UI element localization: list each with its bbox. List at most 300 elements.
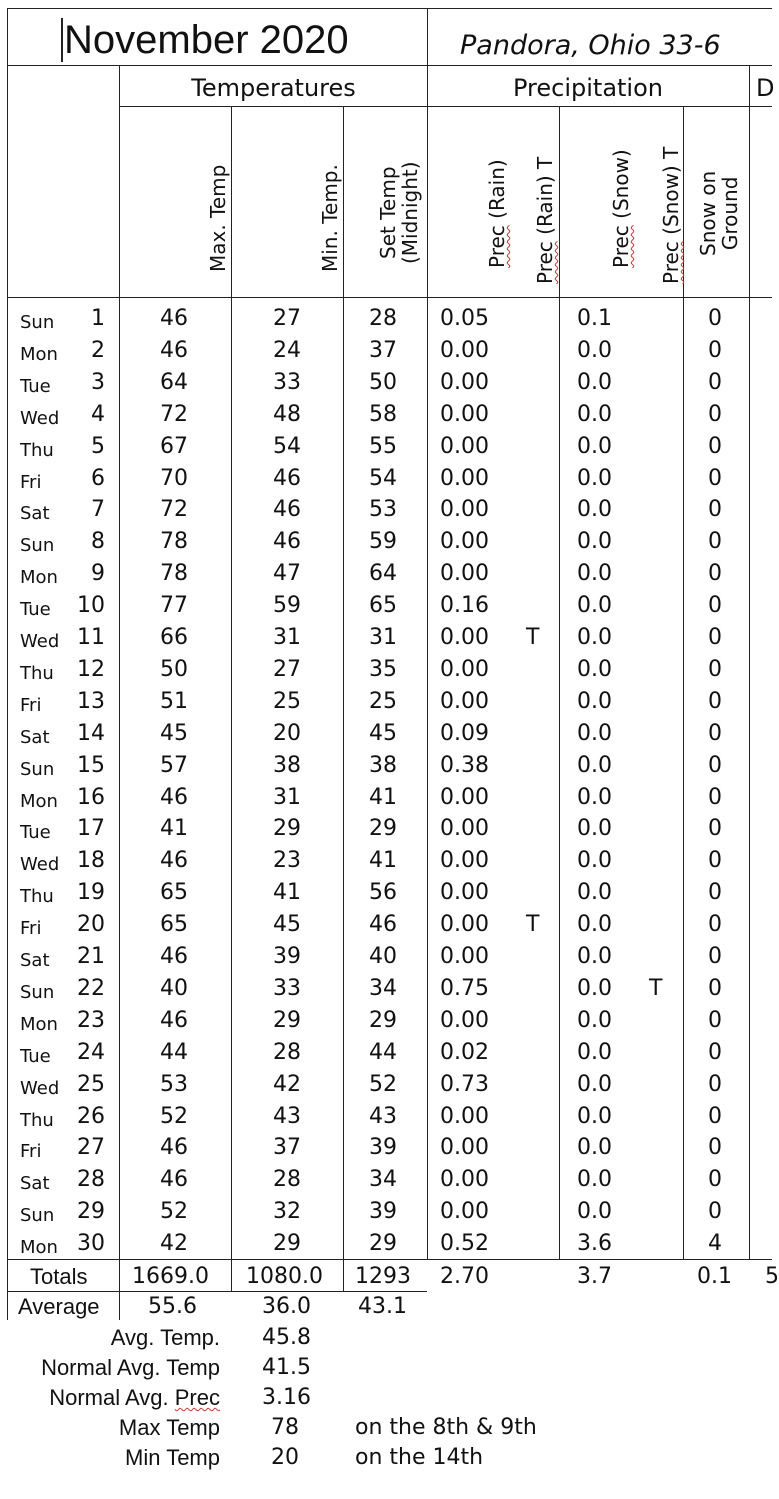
cell-dow: Sun [20,1205,55,1227]
table-row [0,1069,772,1101]
cell-snow: 0.0 [577,1199,612,1225]
cell-max: 46 [160,306,188,331]
cell-rain: 0.00 [440,1007,489,1033]
cell-max: 41 [160,816,188,842]
cell-dow: Sat [20,1173,50,1195]
cell-max: 57 [160,752,188,778]
avg-temp-label: Avg. Temp. [110,1325,220,1350]
cell-max: 78 [160,561,188,587]
table-row [0,622,772,654]
cell-max: 72 [160,401,188,427]
normal-avg-prec-label: Normal Avg. Prec [49,1385,220,1410]
totals-rain: 2.70 [440,1264,489,1289]
station-name: Pandora, Ohio 33-6 [460,30,721,61]
cell-min: 43 [273,1103,301,1129]
cell-day: 26 [77,1103,105,1129]
avg-temp-value: 45.8 [262,1325,311,1350]
cell-rain: 0.00 [440,656,489,682]
cell-max: 53 [160,1071,188,1097]
cell-snow: 0.0 [577,1071,612,1097]
cell-day: 22 [77,975,105,1001]
group-next: D [756,74,775,102]
cell-dow: Mon [20,1237,58,1259]
cell-set: 56 [369,880,397,906]
group-temperatures: Temperatures [191,74,356,102]
cell-rain: 0.00 [440,561,489,587]
cell-max: 46 [160,1167,188,1193]
cell-dow: Sun [20,312,55,333]
cell-rain: 0.00 [440,625,489,650]
cell-set: 58 [369,401,397,427]
cell-rain: 0.05 [440,306,489,331]
cell-dow: Fri [20,471,42,493]
cell-ground: 0 [708,401,722,427]
cell-rain-t: T [526,912,540,938]
cell-min: 28 [273,1167,301,1193]
cell-min: 59 [273,593,301,619]
page-title: November 2020 [64,18,349,62]
cell-dow: Tue [20,1045,51,1067]
cell-set: 46 [369,912,397,938]
cell-snow: 0.0 [577,369,612,395]
max-temp-value: 78 [271,1415,299,1440]
cell-rain: 0.00 [440,433,489,459]
cell-set: 50 [369,369,397,395]
cell-rain: 0.00 [440,465,489,491]
cell-ground: 0 [708,433,722,459]
cell-min: 27 [273,306,301,331]
cell-max: 42 [160,1231,188,1257]
cell-set: 25 [369,688,397,714]
cell-snow: 0.0 [577,529,612,555]
cell-dow: Mon [20,1013,58,1035]
cell-min: 20 [273,720,301,746]
cell-set: 38 [369,752,397,778]
cell-set: 41 [369,784,397,810]
cell-min: 25 [273,688,301,714]
cell-rain: 0.16 [440,593,489,619]
table-row [0,335,772,367]
cell-snow: 0.0 [577,561,612,587]
cell-dow: Mon [20,567,58,589]
table-row [0,686,772,718]
cell-set: 59 [369,529,397,555]
cell-day: 7 [91,497,105,523]
cell-dow: Thu [20,1109,54,1131]
table-row [0,303,772,335]
normal-avg-temp-label: Normal Avg. Temp [41,1355,220,1380]
cell-snow: 0.0 [577,688,612,714]
col-header-prec-rain: Prec (Rain) [485,159,509,268]
cell-dow: Sun [20,535,55,557]
cell-min: 33 [273,975,301,1001]
totals-min: 1080.0 [246,1264,323,1289]
table-row [0,654,772,686]
cell-snow: 0.0 [577,880,612,906]
cell-min: 28 [273,1039,301,1065]
totals-ground: 0.1 [697,1264,732,1289]
cell-max: 52 [160,1103,188,1129]
cell-day: 9 [91,561,105,587]
average-set: 43.1 [358,1294,407,1319]
cell-ground: 0 [708,848,722,874]
table-row [0,1005,772,1037]
cell-rain: 0.00 [440,401,489,427]
cell-ground: 0 [708,1071,722,1097]
table-row [0,431,772,463]
col-header-min-temp: Min. Temp. [318,164,342,272]
cell-dow: Wed [20,854,60,876]
cell-max: 46 [160,1007,188,1033]
average-label: Average [18,1294,100,1319]
cell-max: 67 [160,433,188,459]
average-min: 36.0 [262,1294,311,1319]
cell-day: 14 [77,720,105,746]
cell-min: 39 [273,944,301,969]
table-row [0,526,772,558]
cell-dow: Sun [20,758,55,780]
cell-snow: 0.0 [577,1135,612,1161]
cell-ground: 0 [708,1199,722,1225]
cell-snow: 0.0 [577,816,612,842]
cell-day: 1 [91,306,105,331]
cell-max: 72 [160,497,188,523]
cell-max: 46 [160,1135,188,1161]
cell-ground: 0 [708,306,722,331]
totals-next: 5 [765,1264,779,1289]
cell-ground: 0 [708,1135,722,1161]
cell-max: 64 [160,369,188,395]
cell-set: 39 [369,1199,397,1225]
totals-max: 1669.0 [132,1264,209,1289]
cell-day: 28 [77,1167,105,1193]
cell-rain-t: T [526,625,540,650]
cell-min: 23 [273,848,301,874]
min-temp-label: Min Temp [125,1445,220,1470]
cell-snow: 0.0 [577,784,612,810]
title-left-border [7,8,8,66]
col-header-prec-snow: Prec (Snow) [609,149,633,268]
cell-min: 46 [273,465,301,491]
cell-set: 37 [369,337,397,363]
cell-ground: 0 [708,497,722,523]
cell-max: 65 [160,912,188,938]
cell-day: 21 [77,944,105,969]
cell-snow: 0.0 [577,593,612,619]
cell-dow: Wed [20,631,60,652]
top-border [7,8,772,9]
cell-snow: 3.6 [577,1231,612,1257]
cell-set: 28 [369,306,397,331]
cell-snow: 0.0 [577,975,612,1001]
cell-dow: Sat [20,726,50,748]
cell-ground: 0 [708,1039,722,1065]
cell-snow: 0.0 [577,720,612,746]
cell-max: 46 [160,944,188,969]
cell-snow: 0.0 [577,944,612,969]
cell-set: 44 [369,1039,397,1065]
cell-day: 3 [91,369,105,395]
cell-min: 32 [273,1199,301,1225]
col-header-max-temp: Max. Temp [206,164,230,272]
cell-rain: 0.00 [440,912,489,938]
cell-snow: 0.0 [577,401,612,427]
cell-snow: 0.0 [577,433,612,459]
cell-set: 34 [369,1167,397,1193]
cell-ground: 0 [708,720,722,746]
group-bottom-border [119,106,772,107]
title-bottom-border [7,65,772,66]
cell-ground: 0 [708,656,722,682]
cell-max: 50 [160,656,188,682]
cell-set: 34 [369,975,397,1001]
table-row [0,877,772,909]
cell-day: 30 [77,1231,105,1257]
title-cursor [61,18,63,62]
cell-rain: 0.09 [440,720,489,746]
cell-min: 33 [273,369,301,395]
cell-day: 5 [91,433,105,459]
cell-max: 52 [160,1199,188,1225]
table-row [0,463,772,495]
cell-min: 27 [273,656,301,682]
cell-ground: 0 [708,465,722,491]
cell-min: 42 [273,1071,301,1097]
cell-day: 12 [77,656,105,682]
cell-day: 13 [77,688,105,714]
cell-day: 25 [77,1071,105,1097]
cell-day: 17 [77,816,105,842]
cell-set: 45 [369,720,397,746]
normal-avg-prec-value: 3.16 [262,1385,311,1410]
cell-day: 10 [77,593,105,619]
cell-rain: 0.00 [440,848,489,874]
cell-rain: 0.00 [440,1167,489,1193]
cell-set: 39 [369,1135,397,1161]
table-row [0,1196,772,1228]
cell-snow-t: T [649,975,663,1001]
cell-snow: 0.0 [577,656,612,682]
totals-label: Totals [30,1264,88,1289]
cell-rain: 0.52 [440,1231,489,1257]
cell-set: 65 [369,593,397,619]
cell-min: 41 [273,880,301,906]
cell-snow: 0.0 [577,497,612,523]
cell-rain: 0.00 [440,1103,489,1129]
cell-max: 51 [160,688,188,714]
cell-snow: 0.0 [577,912,612,938]
cell-rain: 0.00 [440,880,489,906]
cell-day: 6 [91,465,105,491]
cell-ground: 0 [708,561,722,587]
table-row [0,909,772,941]
cell-min: 47 [273,561,301,587]
cell-day: 16 [77,784,105,810]
cell-rain: 0.00 [440,1199,489,1225]
cell-min: 31 [273,784,301,810]
cell-rain: 0.73 [440,1071,489,1097]
cell-dow: Wed [20,1077,60,1099]
cell-set: 29 [369,1007,397,1033]
table-row [0,367,772,399]
table-row [0,558,772,590]
cell-ground: 0 [708,1103,722,1129]
cell-set: 64 [369,561,397,587]
table-row [0,399,772,431]
cell-ground: 0 [708,1007,722,1033]
cell-min: 48 [273,401,301,427]
min-temp-note: on the 14th [355,1445,484,1470]
cell-day: 27 [77,1135,105,1161]
max-temp-label: Max Temp [118,1415,220,1440]
cell-ground: 0 [708,1167,722,1193]
cell-snow: 0.0 [577,337,612,363]
average-max: 55.6 [148,1294,197,1319]
cell-day: 4 [91,401,105,427]
cell-day: 19 [77,880,105,906]
table-row [0,1228,772,1260]
cell-min: 46 [273,529,301,555]
cell-day: 15 [77,752,105,778]
cell-min: 29 [273,1231,301,1257]
cell-min: 46 [273,497,301,523]
cell-day: 24 [77,1039,105,1065]
cell-ground: 0 [708,529,722,555]
cell-dow: Thu [20,886,54,908]
cell-rain: 0.00 [440,784,489,810]
cell-dow: Tue [20,599,51,621]
table-row [0,845,772,877]
cell-min: 29 [273,816,301,842]
cell-set: 29 [369,816,397,842]
cell-dow: Fri [20,1141,42,1163]
cell-min: 29 [273,1007,301,1033]
cell-max: 44 [160,1039,188,1065]
cell-dow: Fri [20,694,42,716]
cell-rain: 0.00 [440,1135,489,1161]
cell-rain: 0.38 [440,752,489,778]
cell-ground: 0 [708,337,722,363]
cell-ground: 0 [708,688,722,714]
cell-snow: 0.0 [577,1103,612,1129]
table-row [0,590,772,622]
cell-set: 52 [369,1071,397,1097]
cell-max: 65 [160,880,188,906]
cell-ground: 4 [708,1231,722,1257]
cell-rain: 0.75 [440,975,489,1001]
cell-ground: 0 [708,593,722,619]
table-row [0,973,772,1005]
cell-snow: 0.0 [577,465,612,491]
cell-ground: 0 [708,944,722,969]
cell-dow: Thu [20,662,54,684]
cell-snow: 0.0 [577,752,612,778]
table-row [0,1101,772,1133]
col-header-prec-snow-t: Prec (Snow) T [659,146,683,284]
table-row [0,782,772,814]
rows-bottom-border [7,1259,772,1260]
col-header-set-temp: Set Temp (Midnight) [376,161,422,264]
cell-set: 29 [369,1231,397,1257]
cell-snow: 0.0 [577,1167,612,1193]
cell-min: 45 [273,912,301,938]
table-row [0,1132,772,1164]
cell-rain: 0.00 [440,816,489,842]
cell-rain: 0.00 [440,529,489,555]
cell-dow: Thu [20,439,54,461]
cell-max: 46 [160,337,188,363]
cell-ground: 0 [708,784,722,810]
normal-avg-temp-value: 41.5 [262,1355,311,1380]
table-row [0,750,772,782]
table-row [0,718,772,750]
cell-set: 43 [369,1103,397,1129]
table-row [0,1037,772,1069]
totals-bottom-border [7,1291,427,1292]
totals-snow: 3.7 [577,1264,612,1289]
table-row [0,494,772,526]
cell-dow: Sat [20,950,50,971]
cell-max: 40 [160,975,188,1001]
cell-ground: 0 [708,625,722,650]
cell-set: 53 [369,497,397,523]
totals-set: 1293 [355,1264,411,1289]
cell-ground: 0 [708,912,722,938]
cell-snow: 0.0 [577,1039,612,1065]
max-temp-note: on the 8th & 9th [355,1415,537,1440]
header-bottom-border [7,297,772,298]
cell-snow: 0.0 [577,848,612,874]
cell-max: 77 [160,593,188,619]
cell-max: 78 [160,529,188,555]
col-header-snow-ground: Snow on Ground [696,170,742,256]
cell-min: 31 [273,625,301,650]
cell-min: 24 [273,337,301,363]
table-row [0,1164,772,1196]
cell-ground: 0 [708,975,722,1001]
cell-max: 46 [160,848,188,874]
cell-min: 54 [273,433,301,459]
cell-dow: Wed [20,407,60,429]
cell-rain: 0.00 [440,337,489,363]
cell-dow: Sat [20,503,50,525]
cell-day: 20 [77,912,105,938]
cell-min: 37 [273,1135,301,1161]
cell-snow: 0.0 [577,1007,612,1033]
cell-max: 46 [160,784,188,810]
cell-rain: 0.00 [440,369,489,395]
group-precipitation: Precipitation [512,74,663,102]
cell-rain: 0.02 [440,1039,489,1065]
cell-max: 70 [160,465,188,491]
cell-set: 54 [369,465,397,491]
cell-day: 18 [77,848,105,874]
cell-min: 38 [273,752,301,778]
cell-dow: Fri [20,918,42,940]
cell-dow: Tue [20,375,51,397]
cell-rain: 0.00 [440,497,489,523]
cell-set: 40 [369,944,397,969]
cell-day: 11 [77,625,105,650]
col-header-prec-rain-t: Prec (Rain) T [533,156,557,284]
cell-dow: Tue [20,822,51,844]
cell-ground: 0 [708,752,722,778]
cell-ground: 0 [708,369,722,395]
cell-day: 8 [91,529,105,555]
cell-set: 31 [369,625,397,650]
cell-dow: Mon [20,790,58,812]
cell-rain: 0.00 [440,688,489,714]
